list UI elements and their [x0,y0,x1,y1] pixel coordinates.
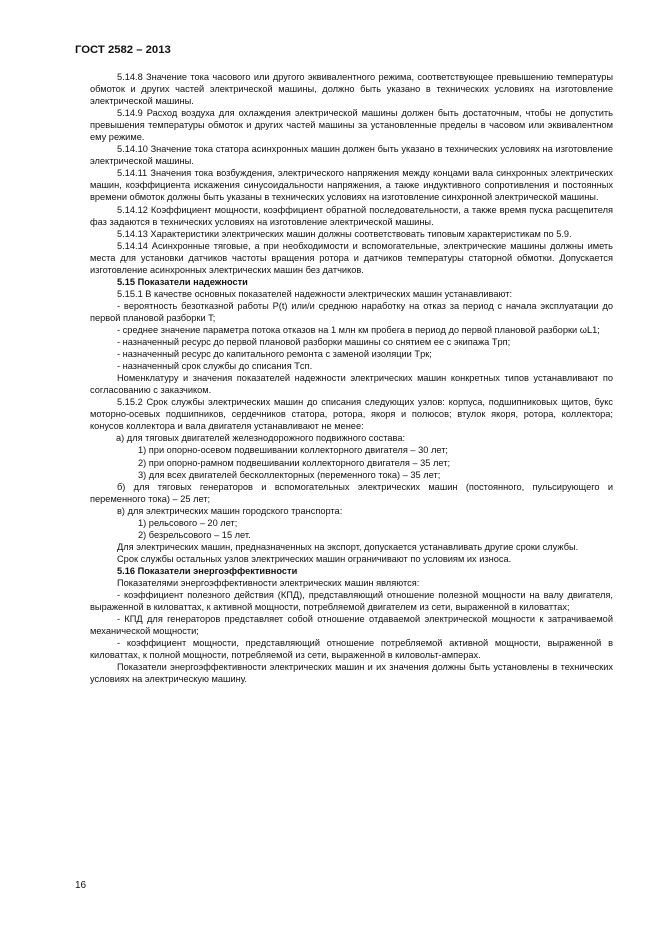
list-item: 2) безрельсового – 15 лет. [138,529,251,540]
paragraph-5-14-9: 5.14.9 Расход воздуха для охлаждения электрической машины должен быть достаточным, чтобы не допустить превышения температуры обмоток и других частей машины за установленные пределы в часовом или эквивалентном ему режиме. [90,108,613,143]
list-item: - назначенный срок службы до списания Tсп. [117,361,313,372]
list-item: б) для тяговых генераторов и вспомогательных электрических машин (постоянного, пульсирующего и переменного тока) – 25 лет; [90,481,613,504]
paragraph-export: Для электрических машин, предназначенных на экспорт, допускается устанавливать другие сроки службы. [117,541,579,552]
list-item: - назначенный ресурс до капитального ремонта с заменой изоляции Tрк; [117,349,432,360]
list-item: 2) при опорно-рамном подвешивании коллекторного двигателя – 35 лет; [138,457,451,468]
paragraph-5-14-11: 5.14.11 Значения тока возбуждения, электрического напряжения между концами вала синхронных электрических машин, коэффициента искажения синусоидальности напряжения, а также индуктивного сопротивления и постоянных времени обмоток должны быть указаны в технических условиях на изготовление синхронной электрической машины. [90,168,613,203]
list-item: - среднее значение параметра потока отказов на 1 млн км пробега в период до первой плановой разборки ωL1; [117,324,600,335]
paragraph-nomenclature: Номенклатуру и значения показателей надежности электрических машин конкретных типов устанавливают по согласованию с заказчиком. [90,373,613,396]
list-item: 3) для всех двигателей бесколлекторных (переменного тока) – 35 лет; [138,469,441,480]
paragraph-5-14-8: 5.14.8 Значение тока часового или другого эквивалентного режима, соответствующее превышению температуры обмоток и других частей электрической машины, должно быть указано в технических условиях на изготовление электрической машины. [90,72,613,107]
paragraph-5-16-final: Показатели энергоэффективности электрических машин и их значения должны быть установлены в технических условиях на электрическую машину. [90,662,613,685]
page-number: 16 [75,880,87,891]
document-body [90,71,613,685]
list-item: - коэффициент полезного действия (КПД), представляющий отношение полезной мощности на валу двигателя, выраженной в киловаттах, к активной мощности, потребляемой двигателем из сети, выраженной в киловаттах; [90,590,613,613]
paragraph-5-14-10: 5.14.10 Значение тока статора асинхронных машин должен быть указано в технических условиях на изготовление электрической машины. [90,144,613,167]
paragraph-5-15-2: 5.15.2 Срок службы электрических машин до списания следующих узлов: корпуса, подшипниковых щитов, букс моторно-осевых подшипников, сердечников статора, ротора, якоря и полюсов; втулок якоря, ротора, коллектора; конусов коллектора и вала двигателя устанавливают не менее: [90,397,613,432]
list-item: в) для электрических машин городского транспорта: [117,505,343,516]
section-heading-5-15: 5.15 Показатели надежности [117,276,248,287]
list-item: а) для тяговых двигателей железнодорожного подвижного состава: [116,433,406,444]
paragraph-5-14-14: 5.14.14 Асинхронные тяговые, а при необходимости и вспомогательные, электрические машины должны иметь места для установки датчиков частоты вращения ротора и датчиков температуры статорной обмотки. Допускается изготовление асинхронных электрических машин без датчиков. [90,240,613,275]
list-item: - коэффициент мощности, представляющий отношение потребляемой активной мощности, выраженной в киловаттах, к полной мощности, потребляемой из сети, выраженной в киловольт-амперах. [90,638,613,661]
list-item: - вероятность безотказной работы P(t) или/и среднюю наработку на отказ за период с начала эксплуатации до первой плановой разборки T; [90,300,613,323]
paragraph-5-16-intro: Показателями энергоэффективности электрических машин являются: [117,577,420,588]
list-item: - КПД для генераторов представляет собой отношение отдаваемой электрической мощности к затрачиваемой механической мощности; [90,614,613,637]
document-header: ГОСТ 2582 – 2013 [75,44,171,56]
list-item: 1) рельсового – 20 лет; [138,517,238,528]
list-item: 1) при опорно-осевом подвешивании коллекторного двигателя – 30 лет; [138,445,449,456]
paragraph-5-14-13: 5.14.13 Характеристики электрических машин должны соответствовать типовым характеристикам по 5.9. [117,228,572,239]
paragraph-5-15-1: 5.15.1 В качестве основных показателей надежности электрических машин устанавливают: [117,288,513,299]
list-item: - назначенный ресурс до первой плановой разборки машины со снятием ее с экипажа Tрп; [117,337,511,348]
section-heading-5-16: 5.16 Показатели энергоэффективности [117,565,298,576]
paragraph-wear: Срок службы остальных узлов электрических машин ограничивают по условиям их износа. [117,553,512,564]
paragraph-5-14-12: 5.14.12 Коэффициент мощности, коэффициент обратной последовательности, а также время пуска расщепителя фаз задаются в технических условиях на изготовление электрической машины. [90,204,613,227]
